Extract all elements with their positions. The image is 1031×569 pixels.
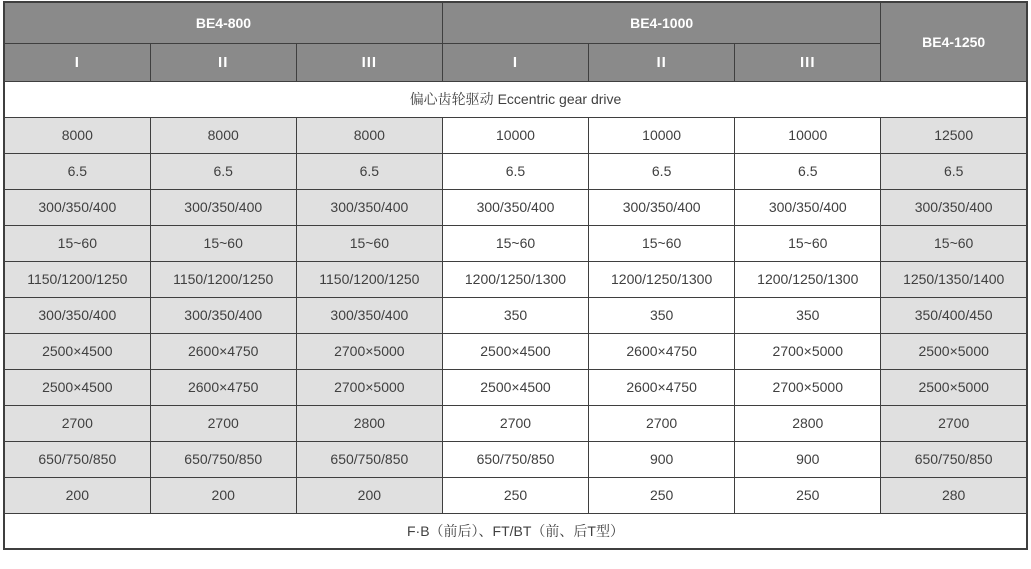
model-group-row — [4, 2, 1027, 43]
table-cell: 2700 — [442, 405, 588, 441]
mount-type-label: F·B（前后）、FT/BT（前、后T型） — [4, 513, 1027, 549]
table-cell: 1200/1250/1300 — [735, 261, 881, 297]
table-cell: 2600×4750 — [589, 369, 735, 405]
table-cell: 15~60 — [296, 225, 442, 261]
table-cell: 2500×4500 — [442, 369, 588, 405]
table-footer — [4, 513, 1027, 549]
table-cell: 2600×4750 — [150, 369, 296, 405]
table-cell: 250 — [735, 477, 881, 513]
variant-header: II — [589, 43, 735, 81]
model-header-be4-1250: BE4-1250 — [881, 2, 1027, 81]
table-cell: 8000 — [150, 117, 296, 153]
table-cell: 1150/1200/1250 — [296, 261, 442, 297]
table-cell: 300/350/400 — [589, 189, 735, 225]
table-row — [4, 117, 1027, 153]
table-cell: 15~60 — [589, 225, 735, 261]
table-row — [4, 405, 1027, 441]
table-cell: 350/400/450 — [881, 297, 1027, 333]
table-cell: 300/350/400 — [150, 297, 296, 333]
table-cell: 300/350/400 — [150, 189, 296, 225]
table-cell: 650/750/850 — [150, 441, 296, 477]
table-cell: 250 — [442, 477, 588, 513]
table-cell: 2700×5000 — [735, 369, 881, 405]
table-cell: 350 — [735, 297, 881, 333]
variant-row — [4, 43, 1027, 81]
table-cell: 1150/1200/1250 — [150, 261, 296, 297]
table-cell: 900 — [589, 441, 735, 477]
table-cell: 6.5 — [735, 153, 881, 189]
table-row — [4, 261, 1027, 297]
variant-header: III — [296, 43, 442, 81]
table-cell: 200 — [4, 477, 150, 513]
table-cell: 15~60 — [150, 225, 296, 261]
table-row — [4, 297, 1027, 333]
table-cell: 200 — [150, 477, 296, 513]
table-cell: 2500×4500 — [442, 333, 588, 369]
model-header-be4-1000: BE4-1000 — [442, 2, 880, 43]
table-cell: 300/350/400 — [296, 189, 442, 225]
table-row — [4, 153, 1027, 189]
table-cell: 1150/1200/1250 — [4, 261, 150, 297]
variant-header: III — [735, 43, 881, 81]
table-cell: 650/750/850 — [4, 441, 150, 477]
drive-type-label: 偏心齿轮驱动 Eccentric gear drive — [4, 81, 1027, 117]
table-body — [4, 81, 1027, 513]
table-cell: 2700×5000 — [296, 333, 442, 369]
table-cell: 6.5 — [881, 153, 1027, 189]
table-row — [4, 333, 1027, 369]
table-cell: 2800 — [296, 405, 442, 441]
table-cell: 350 — [442, 297, 588, 333]
table-cell: 300/350/400 — [735, 189, 881, 225]
table-cell: 10000 — [442, 117, 588, 153]
table-row — [4, 225, 1027, 261]
table-cell: 2600×4750 — [150, 333, 296, 369]
table-cell: 2600×4750 — [589, 333, 735, 369]
table-cell: 10000 — [735, 117, 881, 153]
table-cell: 300/350/400 — [442, 189, 588, 225]
variant-header: II — [150, 43, 296, 81]
table-cell: 6.5 — [442, 153, 588, 189]
table-cell: 650/750/850 — [296, 441, 442, 477]
table-cell: 2700 — [4, 405, 150, 441]
table-cell: 1200/1250/1300 — [442, 261, 588, 297]
mount-type-row — [4, 513, 1027, 549]
table-cell: 12500 — [881, 117, 1027, 153]
table-cell: 2700 — [589, 405, 735, 441]
table-row — [4, 369, 1027, 405]
table-cell: 2700 — [150, 405, 296, 441]
variant-header: I — [442, 43, 588, 81]
table-cell: 2500×5000 — [881, 333, 1027, 369]
table-cell: 10000 — [589, 117, 735, 153]
table-cell: 650/750/850 — [442, 441, 588, 477]
drive-type-row — [4, 81, 1027, 117]
table-cell: 6.5 — [589, 153, 735, 189]
table-cell: 900 — [735, 441, 881, 477]
table-cell: 15~60 — [881, 225, 1027, 261]
table-cell: 6.5 — [296, 153, 442, 189]
table-cell: 8000 — [4, 117, 150, 153]
table-cell: 6.5 — [4, 153, 150, 189]
spec-table — [3, 1, 1028, 550]
table-cell: 2500×4500 — [4, 369, 150, 405]
table-cell: 280 — [881, 477, 1027, 513]
table-cell: 1200/1250/1300 — [589, 261, 735, 297]
table-cell: 2500×5000 — [881, 369, 1027, 405]
table-row — [4, 441, 1027, 477]
table-cell: 250 — [589, 477, 735, 513]
table-cell: 15~60 — [735, 225, 881, 261]
table-cell: 15~60 — [442, 225, 588, 261]
table-cell: 2700×5000 — [735, 333, 881, 369]
table-cell: 350 — [589, 297, 735, 333]
table-cell: 200 — [296, 477, 442, 513]
table-cell: 8000 — [296, 117, 442, 153]
table-cell: 300/350/400 — [296, 297, 442, 333]
table-cell: 300/350/400 — [4, 297, 150, 333]
table-row — [4, 477, 1027, 513]
table-cell: 2700×5000 — [296, 369, 442, 405]
table-cell: 2800 — [735, 405, 881, 441]
table-cell: 15~60 — [4, 225, 150, 261]
table-cell: 650/750/850 — [881, 441, 1027, 477]
variant-header: I — [4, 43, 150, 81]
table-header — [4, 2, 1027, 81]
model-header-be4-800: BE4-800 — [4, 2, 442, 43]
table-cell: 6.5 — [150, 153, 296, 189]
table-cell: 300/350/400 — [4, 189, 150, 225]
table-cell: 1250/1350/1400 — [881, 261, 1027, 297]
table-cell: 2500×4500 — [4, 333, 150, 369]
table-row — [4, 189, 1027, 225]
table-cell: 300/350/400 — [881, 189, 1027, 225]
table-cell: 2700 — [881, 405, 1027, 441]
